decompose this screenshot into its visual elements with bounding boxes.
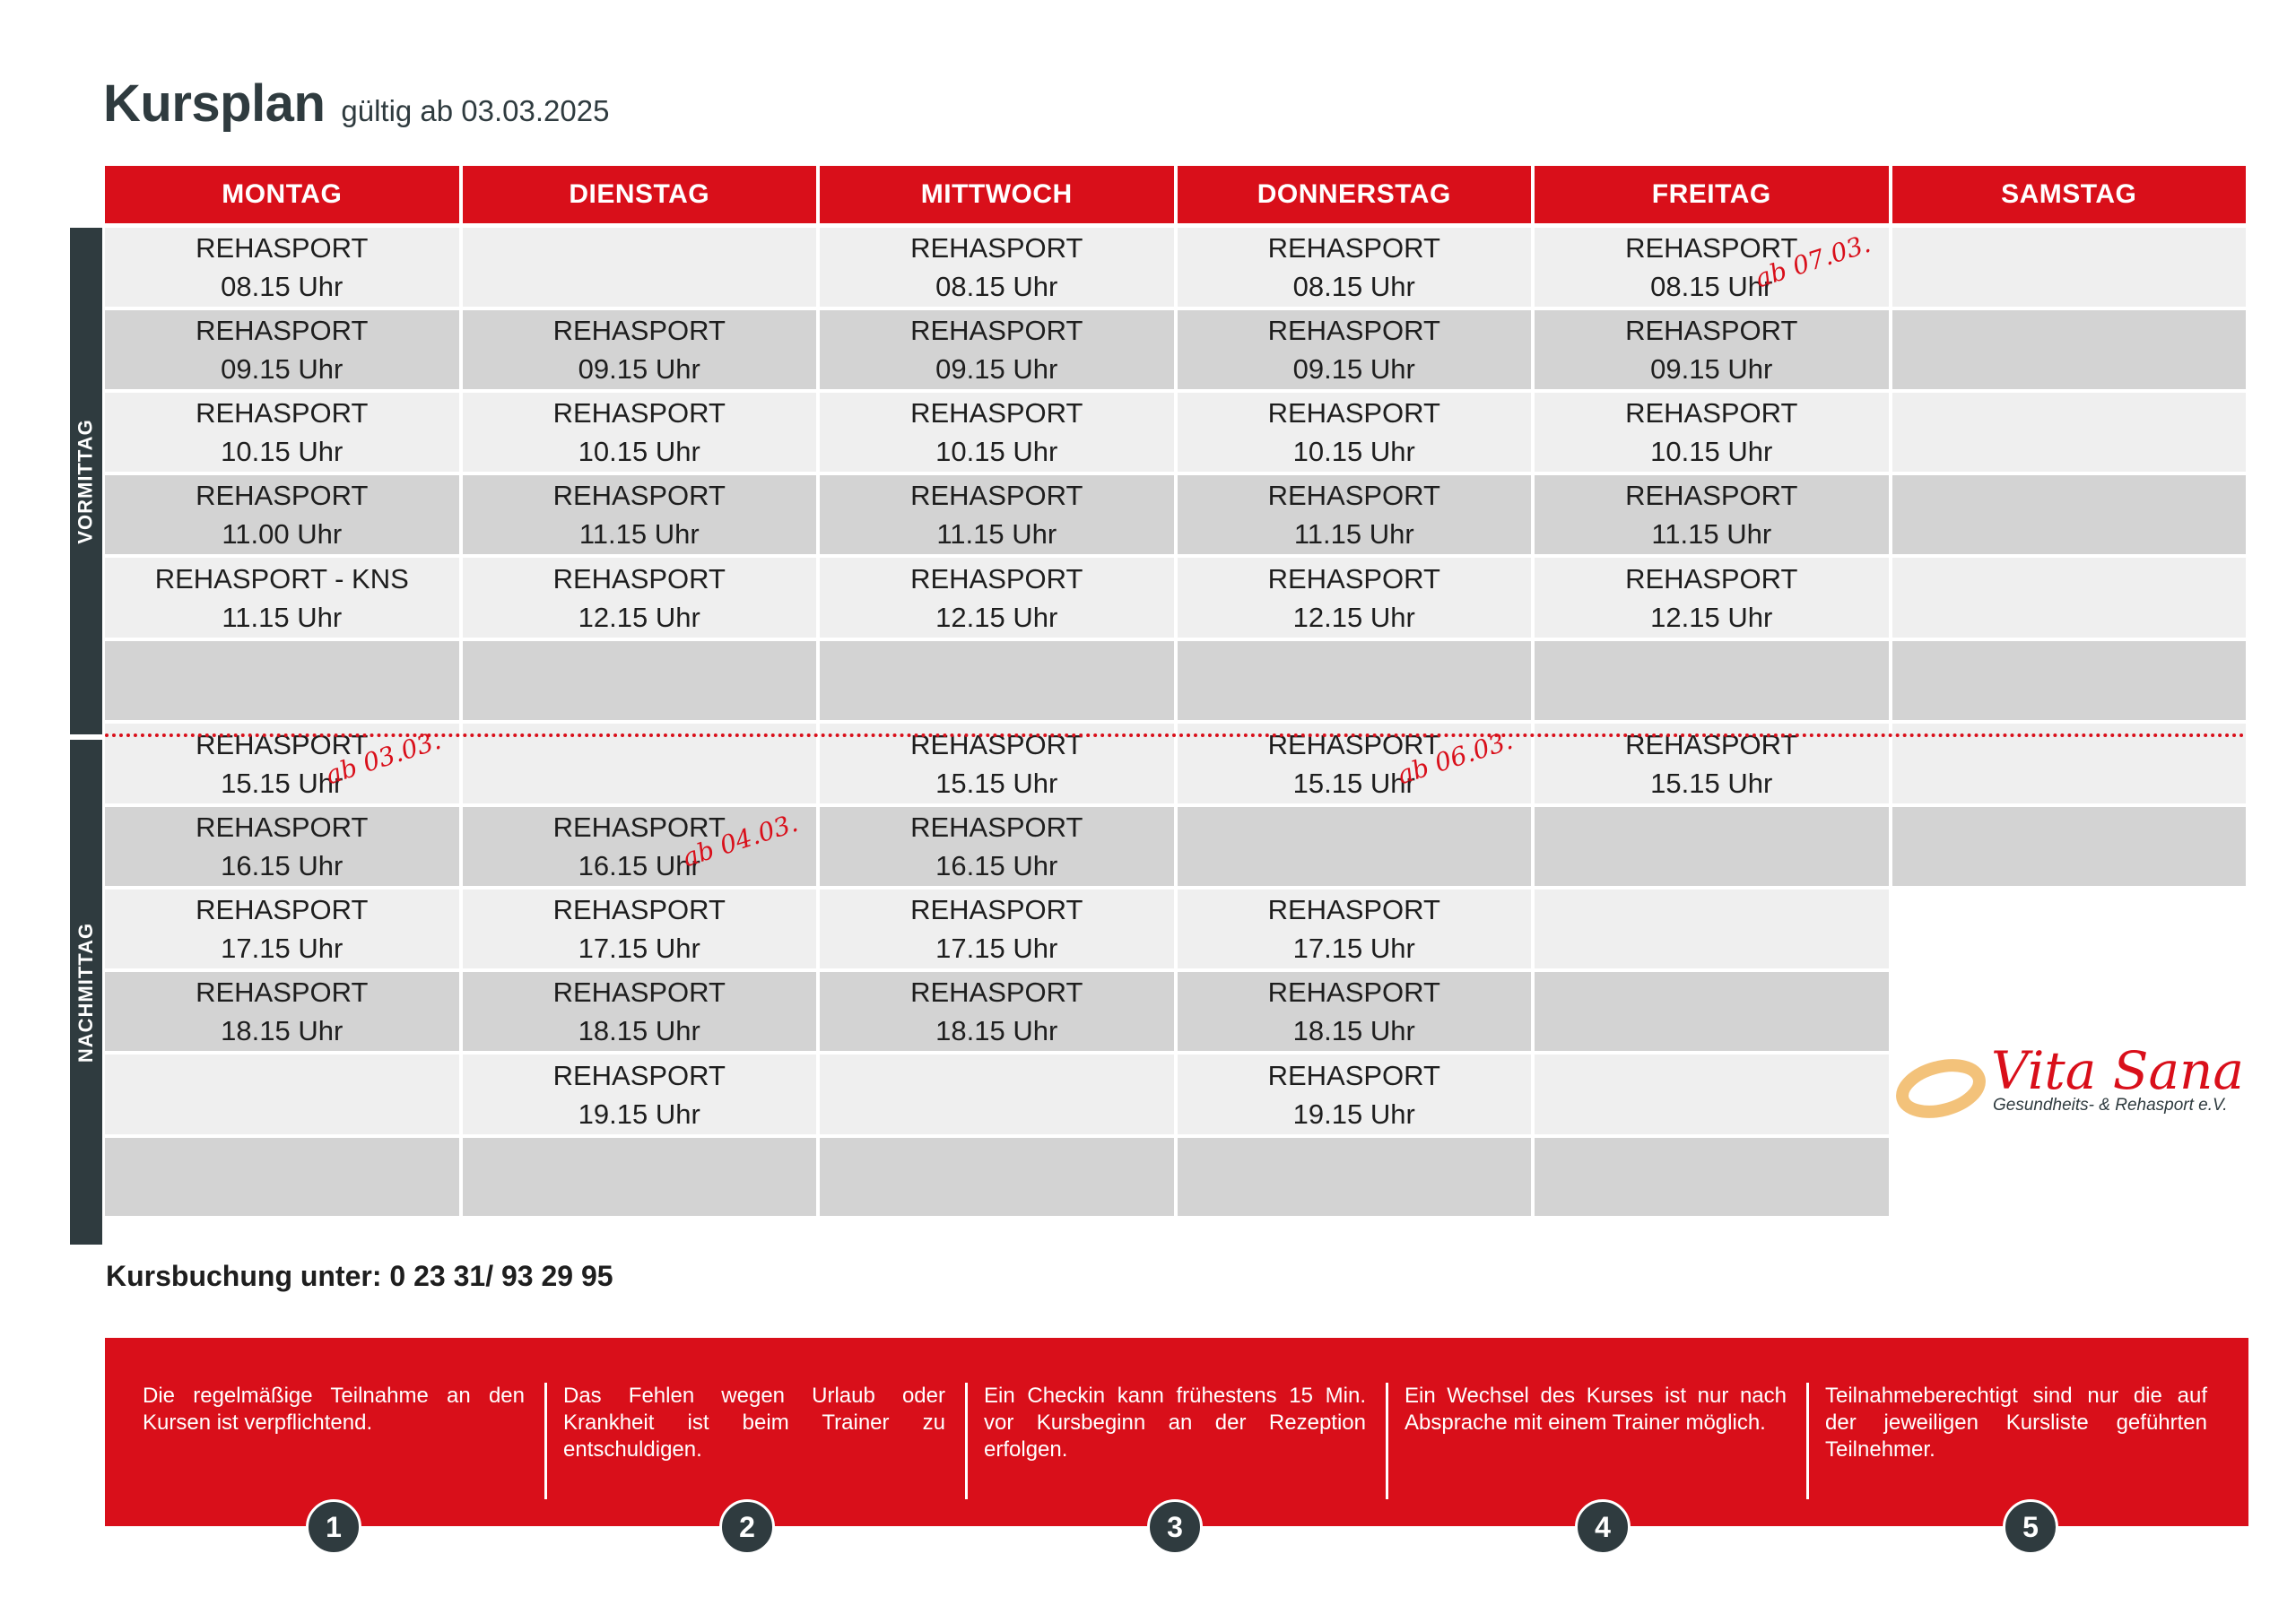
schedule-cell — [820, 310, 1174, 389]
schedule-cell — [1535, 310, 1889, 389]
vita-sana-logo — [1892, 1040, 2242, 1130]
schedule-cell — [1892, 1138, 2247, 1216]
schedule-cell — [820, 890, 1174, 968]
course-time: 15.15 Uhr — [221, 767, 344, 799]
course-name: REHASPORT — [910, 480, 1083, 511]
schedule-cell — [1535, 393, 1889, 472]
schedule-cell — [1178, 310, 1532, 389]
course-time: 12.15 Uhr — [935, 601, 1058, 633]
table-row — [105, 475, 2246, 554]
table-row — [105, 558, 2246, 638]
section-label-morning-text: VORMITTAG — [74, 418, 98, 544]
course-name: REHASPORT — [910, 562, 1083, 595]
course-time: 18.15 Uhr — [578, 1015, 700, 1046]
day-header-monday: MONTAG — [105, 166, 459, 223]
course-name: REHASPORT — [552, 397, 726, 429]
course-time: 08.15 Uhr — [1292, 271, 1415, 302]
schedule-cell — [1892, 228, 2247, 307]
schedule-cell — [820, 393, 1174, 472]
schedule-cell — [1178, 641, 1532, 720]
course-time: 09.15 Uhr — [1292, 353, 1415, 385]
schedule-cell — [820, 1138, 1174, 1216]
day-header-thursday: DONNERSTAG — [1178, 166, 1532, 223]
schedule-cell — [1178, 475, 1532, 554]
schedule-cell — [820, 807, 1174, 886]
schedule-cell — [820, 972, 1174, 1051]
course-name: REHASPORT — [910, 976, 1083, 1008]
page-subtitle: gültig ab 03.03.2025 — [341, 94, 610, 127]
logo-subtitle: Gesundheits- & Rehasport e.V. — [1993, 1096, 2228, 1115]
course-time: 10.15 Uhr — [1292, 436, 1415, 467]
course-time: 18.15 Uhr — [221, 1015, 344, 1046]
schedule-cell — [105, 228, 459, 307]
rule-4: Ein Wechsel des Kurses ist nur nach Absprache mit einem Trainer möglich. — [1386, 1383, 1806, 1499]
course-time: 17.15 Uhr — [221, 933, 344, 964]
course-name: REHASPORT — [552, 812, 726, 843]
schedule-cell — [463, 393, 817, 472]
day-headers — [105, 166, 2246, 223]
course-time: 16.15 Uhr — [935, 850, 1058, 881]
schedule-cell — [463, 1055, 817, 1134]
course-name: REHASPORT — [552, 894, 726, 925]
course-name: REHASPORT — [196, 894, 369, 925]
schedule-cell — [1535, 807, 1889, 886]
course-name: REHASPORT — [196, 480, 369, 511]
course-name: REHASPORT — [1267, 480, 1440, 511]
course-name: REHASPORT — [1267, 976, 1440, 1008]
schedule-cell — [1892, 475, 2247, 554]
course-time: 11.00 Uhr — [222, 518, 343, 550]
course-name: REHASPORT — [552, 1059, 726, 1091]
course-time: 17.15 Uhr — [935, 933, 1058, 964]
schedule-cell — [1535, 228, 1889, 307]
course-name: REHASPORT — [1625, 397, 1798, 429]
course-time: 15.15 Uhr — [1650, 767, 1773, 799]
section-label-morning — [70, 228, 102, 734]
course-name: REHASPORT — [910, 397, 1083, 429]
course-time: 11.15 Uhr — [936, 518, 1057, 550]
rule-3: Ein Checkin kann frühestens 15 Min. vor Kursbeginn an der Rezeption erfolgen. — [965, 1383, 1386, 1499]
rule-badge-4: 4 — [1575, 1499, 1631, 1555]
course-time: 09.15 Uhr — [221, 353, 344, 385]
rules-banner — [105, 1338, 2248, 1526]
course-time: 08.15 Uhr — [1650, 271, 1773, 302]
schedule-cell — [1178, 1138, 1532, 1216]
schedule-cell — [820, 475, 1174, 554]
course-time: 16.15 Uhr — [578, 850, 700, 881]
schedule-cell — [105, 641, 459, 720]
course-name: REHASPORT — [1267, 315, 1440, 346]
course-name: REHASPORT — [552, 562, 726, 595]
schedule-cell — [820, 1055, 1174, 1134]
course-name: REHASPORT — [196, 812, 369, 843]
schedule-cell — [463, 972, 817, 1051]
schedule-cell — [1535, 641, 1889, 720]
course-name: REHASPORT — [552, 480, 726, 511]
table-row — [105, 890, 2246, 968]
schedule-cell — [1535, 1055, 1889, 1134]
schedule-cell — [463, 558, 817, 638]
schedule-cell — [1535, 890, 1889, 968]
header — [103, 74, 609, 134]
schedule-cell — [463, 310, 817, 389]
rule-2: Das Fehlen wegen Urlaub oder Krankheit ist beim Trainer zu entschuldigen. — [544, 1383, 965, 1499]
course-name: REHASPORT — [1267, 894, 1440, 925]
logo-name: Vita Sana — [1991, 1040, 2244, 1101]
schedule-cell — [463, 807, 817, 886]
course-name: REHASPORT — [1267, 232, 1440, 264]
table-row — [105, 972, 2246, 1051]
course-time: 11.15 Uhr — [578, 518, 700, 550]
course-time: 08.15 Uhr — [935, 271, 1058, 302]
logo-ring-icon — [1896, 1056, 1986, 1119]
course-name: REHASPORT — [1625, 728, 1798, 760]
course-name: REHASPORT — [1625, 315, 1798, 346]
rule-badge-3: 3 — [1147, 1499, 1203, 1555]
course-time: 12.15 Uhr — [1650, 601, 1773, 633]
course-time: 12.15 Uhr — [578, 601, 700, 633]
course-name: REHASPORT — [1625, 480, 1798, 511]
schedule-cell — [1892, 393, 2247, 472]
schedule-cell — [105, 972, 459, 1051]
schedule-cell — [1178, 393, 1532, 472]
course-time: 16.15 Uhr — [221, 850, 344, 881]
start-date-note: ab 03.03. — [322, 725, 445, 791]
course-name: REHASPORT — [1625, 562, 1798, 595]
course-time: 15.15 Uhr — [1292, 767, 1415, 799]
schedule-cell — [105, 1055, 459, 1134]
course-time: 10.15 Uhr — [1650, 436, 1773, 467]
course-name: REHASPORT — [552, 315, 726, 346]
schedule-cell — [1178, 972, 1532, 1051]
rule-badges — [105, 1499, 2248, 1555]
course-time: 11.15 Uhr — [1651, 518, 1772, 550]
rule-1: Die regelmäßige Teilnahme an den Kursen ist verpflichtend. — [143, 1384, 525, 1435]
rule-5: Teilnahmeberechtigt sind nur die auf der jeweiligen Kursliste geführten Teilnehmer. — [1806, 1383, 2227, 1499]
schedule-cell — [1892, 807, 2247, 886]
section-label-afternoon-text: NACHMITTAG — [74, 922, 98, 1063]
rule-badge-1: 1 — [306, 1499, 361, 1555]
schedule-cell — [463, 228, 817, 307]
schedule-cell — [820, 228, 1174, 307]
schedule-cell — [1892, 558, 2247, 638]
schedule-cell — [463, 475, 817, 554]
course-time: 11.15 Uhr — [1293, 518, 1414, 550]
course-time: 10.15 Uhr — [221, 436, 344, 467]
course-name: REHASPORT — [910, 232, 1083, 264]
day-header-wednesday: MITTWOCH — [820, 166, 1174, 223]
schedule-cell — [463, 890, 817, 968]
rule-badge-5: 5 — [2003, 1499, 2058, 1555]
course-time: 10.15 Uhr — [578, 436, 700, 467]
course-time: 09.15 Uhr — [578, 353, 700, 385]
schedule-cell — [1892, 972, 2247, 1051]
booking-info: Kursbuchung unter: 0 23 31/ 93 29 95 — [106, 1260, 613, 1292]
course-time: 08.15 Uhr — [221, 271, 344, 302]
course-name: REHASPORT — [1267, 397, 1440, 429]
schedule-cell — [1535, 972, 1889, 1051]
schedule-cell — [105, 558, 459, 638]
table-row — [105, 393, 2246, 472]
schedule-cell — [1178, 807, 1532, 886]
course-time: 15.15 Uhr — [935, 767, 1058, 799]
course-time: 18.15 Uhr — [935, 1015, 1058, 1046]
course-time: 11.15 Uhr — [222, 601, 343, 633]
table-row — [105, 807, 2246, 886]
course-name: REHASPORT — [910, 728, 1083, 760]
schedule-cell — [820, 641, 1174, 720]
course-name: REHASPORT — [196, 976, 369, 1008]
course-time: 19.15 Uhr — [1292, 1098, 1415, 1130]
course-time: 12.15 Uhr — [1292, 601, 1415, 633]
schedule-cell — [105, 1138, 459, 1216]
schedule-cell — [1178, 558, 1532, 638]
course-name: REHASPORT — [196, 728, 369, 760]
course-name: REHASPORT — [196, 232, 369, 264]
course-time: 10.15 Uhr — [935, 436, 1058, 467]
course-time: 09.15 Uhr — [935, 353, 1058, 385]
table-row — [105, 228, 2246, 307]
schedule-cell — [1178, 890, 1532, 968]
schedule-cell — [1535, 475, 1889, 554]
schedule-cell — [820, 558, 1174, 638]
course-time: 18.15 Uhr — [1292, 1015, 1415, 1046]
start-date-note: ab 06.03. — [1394, 725, 1517, 791]
course-name: REHASPORT — [552, 976, 726, 1008]
course-time: 09.15 Uhr — [1650, 353, 1773, 385]
course-name: REHASPORT — [1267, 562, 1440, 595]
schedule-cell — [105, 310, 459, 389]
course-name: REHASPORT — [1625, 232, 1798, 264]
course-name: REHASPORT — [196, 315, 369, 346]
schedule-cell — [105, 890, 459, 968]
section-label-afternoon — [70, 740, 102, 1245]
page-title: Kursplan — [103, 74, 326, 133]
table-row — [105, 310, 2246, 389]
course-name: REHASPORT — [1267, 1059, 1440, 1091]
start-date-note: ab 04.03. — [679, 807, 802, 873]
course-time: 19.15 Uhr — [578, 1098, 700, 1130]
schedule-cell — [1892, 310, 2247, 389]
course-name: REHASPORT — [196, 397, 369, 429]
schedule-cell — [1892, 641, 2247, 720]
schedule-cell — [105, 807, 459, 886]
schedule-cell — [1892, 890, 2247, 968]
schedule-cell — [1535, 558, 1889, 638]
course-time: 17.15 Uhr — [1292, 933, 1415, 964]
day-header-tuesday: DIENSTAG — [463, 166, 817, 223]
schedule-cell — [105, 393, 459, 472]
course-name: REHASPORT - KNS — [154, 562, 409, 595]
schedule-cell — [1535, 1138, 1889, 1216]
course-name: REHASPORT — [1267, 728, 1440, 760]
table-row — [105, 641, 2246, 720]
day-header-friday: FREITAG — [1535, 166, 1889, 223]
start-date-note: ab 07.03. — [1752, 228, 1874, 294]
schedule-cell — [463, 1138, 817, 1216]
schedule-cell — [463, 641, 817, 720]
section-divider — [105, 733, 2246, 737]
schedule-cell — [1178, 1055, 1532, 1134]
table-row — [105, 1138, 2246, 1216]
schedule-cell — [1178, 228, 1532, 307]
course-time: 17.15 Uhr — [578, 933, 700, 964]
course-name: REHASPORT — [910, 812, 1083, 843]
course-name: REHASPORT — [910, 894, 1083, 925]
rule-badge-2: 2 — [719, 1499, 775, 1555]
course-name: REHASPORT — [910, 315, 1083, 346]
schedule-cell — [105, 475, 459, 554]
day-header-saturday: SAMSTAG — [1892, 166, 2247, 223]
